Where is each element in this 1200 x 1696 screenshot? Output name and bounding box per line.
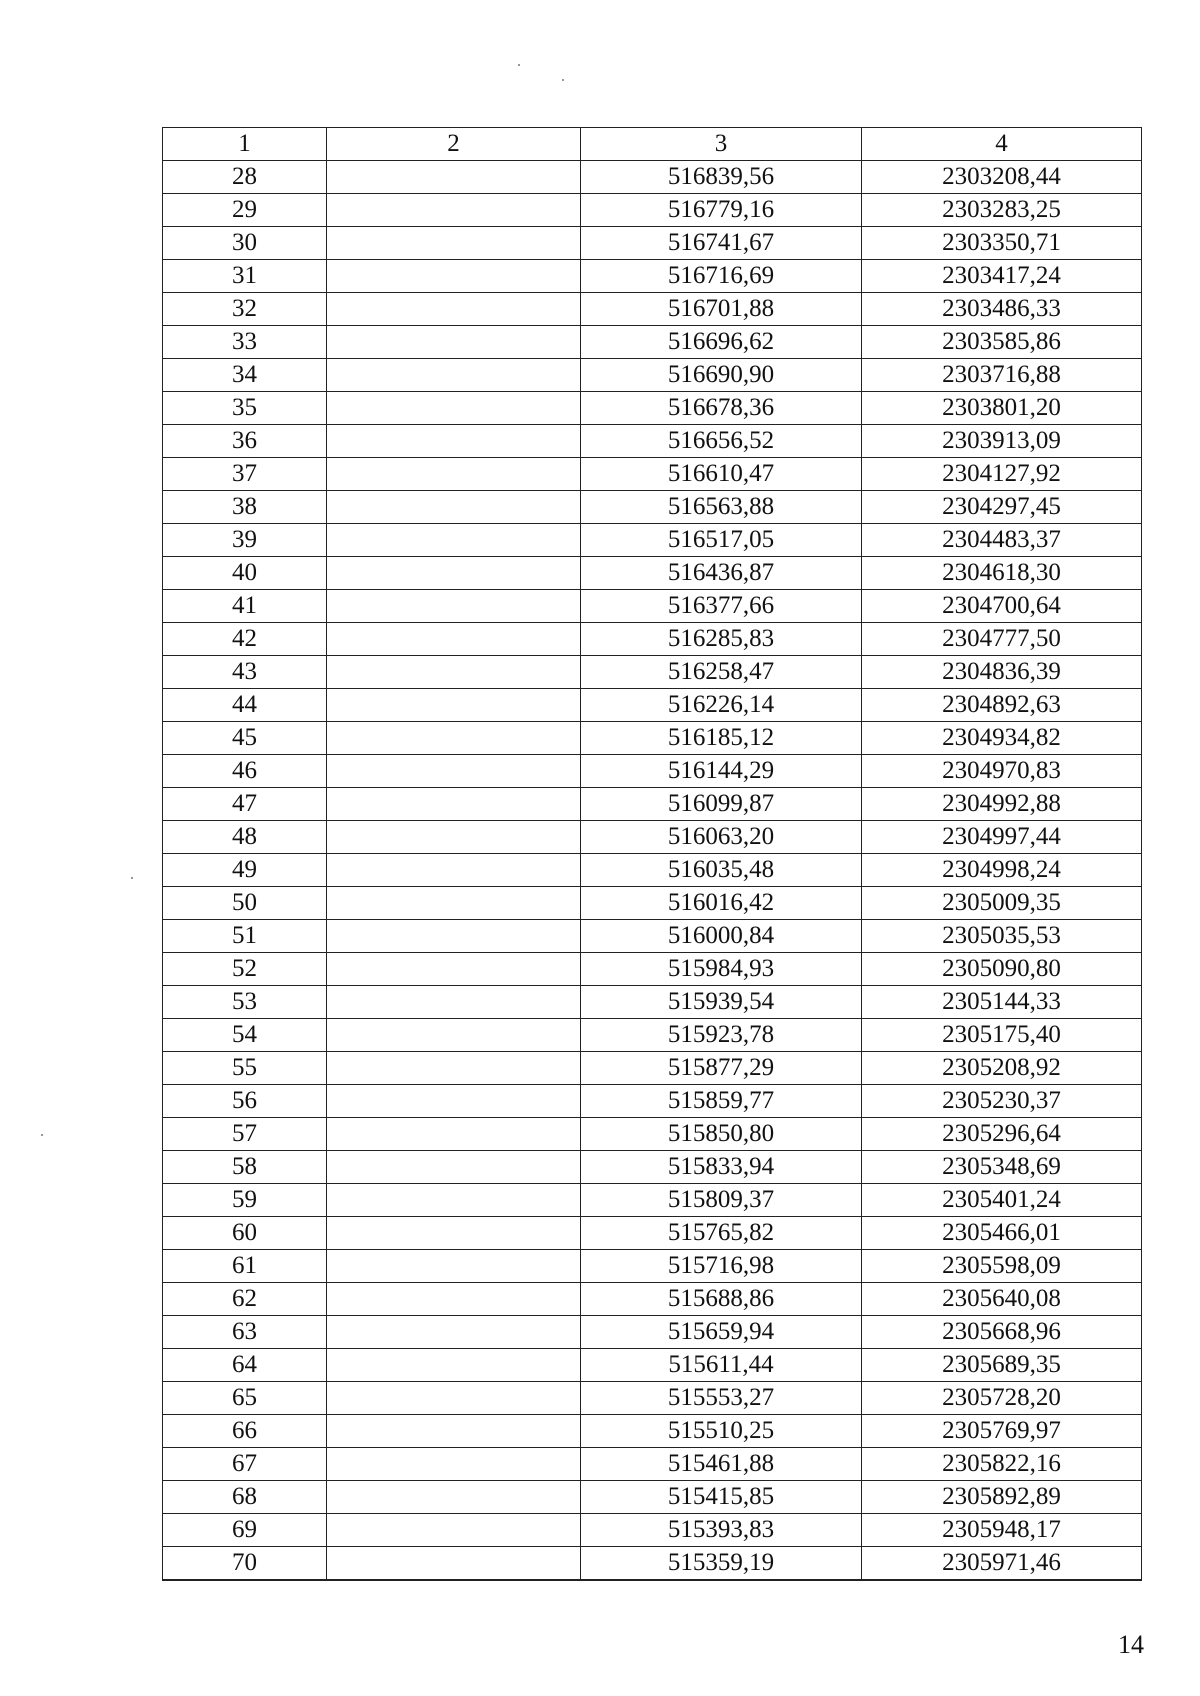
y-coordinate-cell: 2305822,16 (862, 1448, 1142, 1481)
empty-cell (327, 887, 581, 920)
point-number-cell: 33 (163, 326, 327, 359)
header-cell-col2: 2 (327, 128, 581, 161)
table-row (163, 1151, 1142, 1184)
x-coordinate-cell: 516696,62 (581, 326, 862, 359)
x-coordinate-cell: 516610,47 (581, 458, 862, 491)
point-number-cell: 59 (163, 1184, 327, 1217)
empty-cell (327, 854, 581, 887)
empty-cell (327, 1448, 581, 1481)
table-row (163, 1481, 1142, 1514)
empty-cell (327, 722, 581, 755)
point-number-cell: 56 (163, 1085, 327, 1118)
table-row (163, 722, 1142, 755)
table-row (163, 524, 1142, 557)
y-coordinate-cell: 2305296,64 (862, 1118, 1142, 1151)
point-number-cell: 67 (163, 1448, 327, 1481)
table-row (163, 1184, 1142, 1217)
scan-speck (41, 1134, 43, 1136)
x-coordinate-cell: 515688,86 (581, 1283, 862, 1316)
point-number-cell: 60 (163, 1217, 327, 1250)
y-coordinate-cell: 2305230,37 (862, 1085, 1142, 1118)
empty-cell (327, 1118, 581, 1151)
y-coordinate-cell: 2305948,17 (862, 1514, 1142, 1547)
x-coordinate-cell: 516517,05 (581, 524, 862, 557)
point-number-cell: 69 (163, 1514, 327, 1547)
table-row (163, 1547, 1142, 1581)
y-coordinate-cell: 2304777,50 (862, 623, 1142, 656)
table-row (163, 1052, 1142, 1085)
point-number-cell: 48 (163, 821, 327, 854)
point-number-cell: 44 (163, 689, 327, 722)
table-row (163, 821, 1142, 854)
y-coordinate-cell: 2305892,89 (862, 1481, 1142, 1514)
empty-cell (327, 1547, 581, 1581)
table-row (163, 227, 1142, 260)
point-number-cell: 34 (163, 359, 327, 392)
point-number-cell: 38 (163, 491, 327, 524)
point-number-cell: 55 (163, 1052, 327, 1085)
empty-cell (327, 590, 581, 623)
x-coordinate-cell: 515415,85 (581, 1481, 862, 1514)
y-coordinate-cell: 2305971,46 (862, 1547, 1142, 1581)
x-coordinate-cell: 515984,93 (581, 953, 862, 986)
y-coordinate-cell: 2303417,24 (862, 260, 1142, 293)
point-number-cell: 32 (163, 293, 327, 326)
table-row (163, 623, 1142, 656)
table-row (163, 491, 1142, 524)
y-coordinate-cell: 2304998,24 (862, 854, 1142, 887)
y-coordinate-cell: 2305640,08 (862, 1283, 1142, 1316)
table-row (163, 194, 1142, 227)
coordinates-table (162, 127, 1142, 1581)
y-coordinate-cell: 2304297,45 (862, 491, 1142, 524)
x-coordinate-cell: 516226,14 (581, 689, 862, 722)
x-coordinate-cell: 516000,84 (581, 920, 862, 953)
y-coordinate-cell: 2305175,40 (862, 1019, 1142, 1052)
y-coordinate-cell: 2304483,37 (862, 524, 1142, 557)
x-coordinate-cell: 516016,42 (581, 887, 862, 920)
table-row (163, 788, 1142, 821)
x-coordinate-cell: 515553,27 (581, 1382, 862, 1415)
empty-cell (327, 293, 581, 326)
empty-cell (327, 788, 581, 821)
empty-cell (327, 359, 581, 392)
table-header-row (163, 128, 1142, 161)
empty-cell (327, 920, 581, 953)
point-number-cell: 50 (163, 887, 327, 920)
table-row (163, 656, 1142, 689)
empty-cell (327, 1514, 581, 1547)
empty-cell (327, 425, 581, 458)
empty-cell (327, 953, 581, 986)
empty-cell (327, 392, 581, 425)
point-number-cell: 65 (163, 1382, 327, 1415)
x-coordinate-cell: 516678,36 (581, 392, 862, 425)
empty-cell (327, 1415, 581, 1448)
point-number-cell: 47 (163, 788, 327, 821)
empty-cell (327, 1217, 581, 1250)
point-number-cell: 46 (163, 755, 327, 788)
empty-cell (327, 557, 581, 590)
x-coordinate-cell: 515859,77 (581, 1085, 862, 1118)
x-coordinate-cell: 516436,87 (581, 557, 862, 590)
y-coordinate-cell: 2303350,71 (862, 227, 1142, 260)
empty-cell (327, 1316, 581, 1349)
point-number-cell: 58 (163, 1151, 327, 1184)
y-coordinate-cell: 2303913,09 (862, 425, 1142, 458)
y-coordinate-cell: 2304127,92 (862, 458, 1142, 491)
y-coordinate-cell: 2304892,63 (862, 689, 1142, 722)
y-coordinate-cell: 2305728,20 (862, 1382, 1142, 1415)
x-coordinate-cell: 515923,78 (581, 1019, 862, 1052)
y-coordinate-cell: 2305009,35 (862, 887, 1142, 920)
table-row (163, 590, 1142, 623)
table-row (163, 953, 1142, 986)
x-coordinate-cell: 515359,19 (581, 1547, 862, 1581)
y-coordinate-cell: 2305348,69 (862, 1151, 1142, 1184)
point-number-cell: 53 (163, 986, 327, 1019)
x-coordinate-cell: 516377,66 (581, 590, 862, 623)
empty-cell (327, 1151, 581, 1184)
table-row (163, 755, 1142, 788)
y-coordinate-cell: 2303585,86 (862, 326, 1142, 359)
empty-cell (327, 1481, 581, 1514)
x-coordinate-cell: 515716,98 (581, 1250, 862, 1283)
empty-cell (327, 1184, 581, 1217)
x-coordinate-cell: 516258,47 (581, 656, 862, 689)
header-cell-col1: 1 (163, 128, 327, 161)
y-coordinate-cell: 2304970,83 (862, 755, 1142, 788)
point-number-cell: 30 (163, 227, 327, 260)
table-row (163, 1514, 1142, 1547)
x-coordinate-cell: 516563,88 (581, 491, 862, 524)
point-number-cell: 52 (163, 953, 327, 986)
empty-cell (327, 1085, 581, 1118)
x-coordinate-cell: 515850,80 (581, 1118, 862, 1151)
point-number-cell: 70 (163, 1547, 327, 1581)
point-number-cell: 29 (163, 194, 327, 227)
point-number-cell: 42 (163, 623, 327, 656)
table-row (163, 1415, 1142, 1448)
point-number-cell: 41 (163, 590, 327, 623)
table-row (163, 326, 1142, 359)
header-cell-col3: 3 (581, 128, 862, 161)
empty-cell (327, 227, 581, 260)
point-number-cell: 49 (163, 854, 327, 887)
point-number-cell: 68 (163, 1481, 327, 1514)
table-row (163, 1316, 1142, 1349)
x-coordinate-cell: 515461,88 (581, 1448, 862, 1481)
table-row (163, 293, 1142, 326)
point-number-cell: 31 (163, 260, 327, 293)
y-coordinate-cell: 2305466,01 (862, 1217, 1142, 1250)
point-number-cell: 36 (163, 425, 327, 458)
point-number-cell: 57 (163, 1118, 327, 1151)
x-coordinate-cell: 516656,52 (581, 425, 862, 458)
x-coordinate-cell: 515611,44 (581, 1349, 862, 1382)
y-coordinate-cell: 2303716,88 (862, 359, 1142, 392)
table-row (163, 920, 1142, 953)
y-coordinate-cell: 2304836,39 (862, 656, 1142, 689)
empty-cell (327, 821, 581, 854)
x-coordinate-cell: 516701,88 (581, 293, 862, 326)
x-coordinate-cell: 515877,29 (581, 1052, 862, 1085)
table-row (163, 359, 1142, 392)
scan-speck (562, 79, 564, 81)
table-row (163, 161, 1142, 194)
y-coordinate-cell: 2303283,25 (862, 194, 1142, 227)
x-coordinate-cell: 516063,20 (581, 821, 862, 854)
table-row (163, 689, 1142, 722)
point-number-cell: 35 (163, 392, 327, 425)
x-coordinate-cell: 516779,16 (581, 194, 862, 227)
y-coordinate-cell: 2305598,09 (862, 1250, 1142, 1283)
table-row (163, 1250, 1142, 1283)
x-coordinate-cell: 516099,87 (581, 788, 862, 821)
table-row (163, 425, 1142, 458)
table-row (163, 1448, 1142, 1481)
x-coordinate-cell: 516716,69 (581, 260, 862, 293)
y-coordinate-cell: 2305144,33 (862, 986, 1142, 1019)
y-coordinate-cell: 2303801,20 (862, 392, 1142, 425)
empty-cell (327, 1019, 581, 1052)
empty-cell (327, 194, 581, 227)
empty-cell (327, 755, 581, 788)
x-coordinate-cell: 516741,67 (581, 227, 862, 260)
empty-cell (327, 656, 581, 689)
empty-cell (327, 1349, 581, 1382)
y-coordinate-cell: 2305035,53 (862, 920, 1142, 953)
y-coordinate-cell: 2303486,33 (862, 293, 1142, 326)
point-number-cell: 45 (163, 722, 327, 755)
x-coordinate-cell: 516285,83 (581, 623, 862, 656)
y-coordinate-cell: 2304992,88 (862, 788, 1142, 821)
y-coordinate-cell: 2305668,96 (862, 1316, 1142, 1349)
empty-cell (327, 260, 581, 293)
x-coordinate-cell: 515833,94 (581, 1151, 862, 1184)
x-coordinate-cell: 515939,54 (581, 986, 862, 1019)
x-coordinate-cell: 516690,90 (581, 359, 862, 392)
table-row (163, 557, 1142, 590)
point-number-cell: 43 (163, 656, 327, 689)
point-number-cell: 51 (163, 920, 327, 953)
empty-cell (327, 524, 581, 557)
scan-speck (518, 64, 520, 66)
y-coordinate-cell: 2305208,92 (862, 1052, 1142, 1085)
y-coordinate-cell: 2304700,64 (862, 590, 1142, 623)
table-row (163, 1217, 1142, 1250)
point-number-cell: 39 (163, 524, 327, 557)
empty-cell (327, 458, 581, 491)
x-coordinate-cell: 515393,83 (581, 1514, 862, 1547)
empty-cell (327, 689, 581, 722)
y-coordinate-cell: 2305689,35 (862, 1349, 1142, 1382)
point-number-cell: 40 (163, 557, 327, 590)
y-coordinate-cell: 2304997,44 (862, 821, 1142, 854)
table-row (163, 887, 1142, 920)
table-row (163, 1382, 1142, 1415)
empty-cell (327, 623, 581, 656)
y-coordinate-cell: 2304618,30 (862, 557, 1142, 590)
point-number-cell: 37 (163, 458, 327, 491)
point-number-cell: 61 (163, 1250, 327, 1283)
point-number-cell: 54 (163, 1019, 327, 1052)
point-number-cell: 62 (163, 1283, 327, 1316)
table-row (163, 1085, 1142, 1118)
table-row (163, 392, 1142, 425)
x-coordinate-cell: 515765,82 (581, 1217, 862, 1250)
table-row (163, 1019, 1142, 1052)
scan-speck (131, 877, 133, 879)
point-number-cell: 64 (163, 1349, 327, 1382)
point-number-cell: 28 (163, 161, 327, 194)
empty-cell (327, 326, 581, 359)
empty-cell (327, 986, 581, 1019)
point-number-cell: 63 (163, 1316, 327, 1349)
empty-cell (327, 1052, 581, 1085)
empty-cell (327, 161, 581, 194)
y-coordinate-cell: 2303208,44 (862, 161, 1142, 194)
header-cell-col4: 4 (862, 128, 1142, 161)
y-coordinate-cell: 2305769,97 (862, 1415, 1142, 1448)
table-row (163, 1283, 1142, 1316)
table-row (163, 1118, 1142, 1151)
x-coordinate-cell: 515510,25 (581, 1415, 862, 1448)
table-row (163, 1349, 1142, 1382)
table-body (163, 161, 1142, 1581)
table-row (163, 458, 1142, 491)
table-row (163, 986, 1142, 1019)
x-coordinate-cell: 516839,56 (581, 161, 862, 194)
x-coordinate-cell: 515809,37 (581, 1184, 862, 1217)
x-coordinate-cell: 516185,12 (581, 722, 862, 755)
empty-cell (327, 1382, 581, 1415)
y-coordinate-cell: 2304934,82 (862, 722, 1142, 755)
y-coordinate-cell: 2305090,80 (862, 953, 1142, 986)
table-row (163, 854, 1142, 887)
x-coordinate-cell: 515659,94 (581, 1316, 862, 1349)
page-number: 14 (1118, 1630, 1144, 1659)
table-row (163, 260, 1142, 293)
y-coordinate-cell: 2305401,24 (862, 1184, 1142, 1217)
point-number-cell: 66 (163, 1415, 327, 1448)
empty-cell (327, 1283, 581, 1316)
x-coordinate-cell: 516035,48 (581, 854, 862, 887)
empty-cell (327, 1250, 581, 1283)
x-coordinate-cell: 516144,29 (581, 755, 862, 788)
empty-cell (327, 491, 581, 524)
